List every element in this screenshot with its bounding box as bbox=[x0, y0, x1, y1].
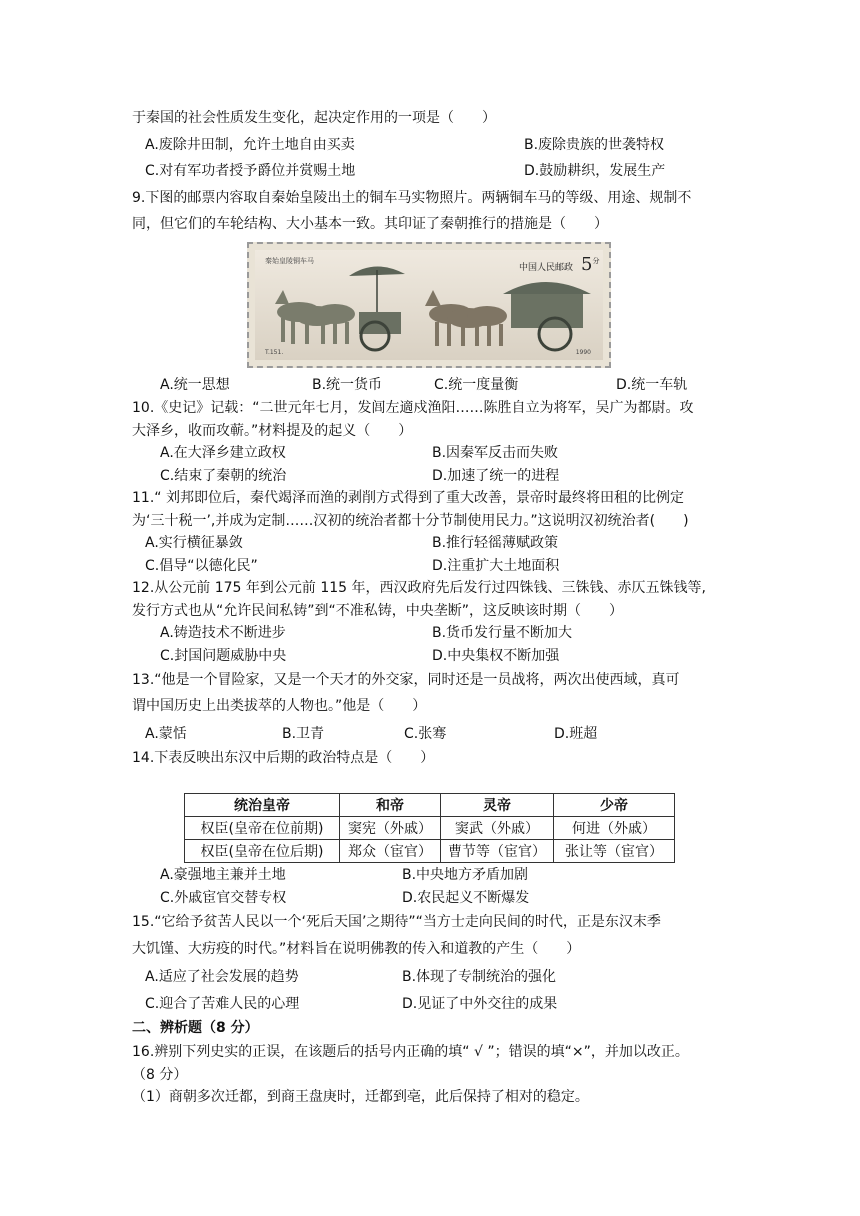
q9-stem-line2: 同，但它们的车轮结构、大小基本一致。其印证了秦朝推行的措施是（ ） bbox=[132, 216, 608, 232]
q11-option-d: D.注重扩大土地面积 bbox=[432, 558, 560, 574]
q10-option-c: C.结束了秦朝的统治 bbox=[160, 468, 287, 484]
q15-option-d: D.见证了中外交往的成果 bbox=[402, 996, 558, 1012]
stamp-year: 1990 bbox=[575, 349, 591, 356]
q12-option-c: C.封国问题威胁中央 bbox=[160, 648, 287, 664]
stamp-caption: 秦始皇陵铜车马 bbox=[265, 257, 314, 265]
q12-stem-line2: 发行方式也从“允许民间私铸”到“不准私铸，中央垄断”，这反映该时期（ ） bbox=[132, 603, 624, 619]
q15-option-a: A.适应了社会发展的趋势 bbox=[145, 969, 299, 985]
q13-option-c: C.张骞 bbox=[404, 726, 447, 742]
q14-option-d: D.农民起义不断爆发 bbox=[402, 890, 530, 906]
q13-option-d: D.班超 bbox=[554, 726, 598, 742]
table-row bbox=[185, 840, 675, 863]
q11-option-a: A.实行横征暴敛 bbox=[145, 535, 243, 551]
q14-option-a: A.豪强地主兼并土地 bbox=[160, 867, 286, 883]
q15-stem-line2: 大饥馑、大疠疫的时代。”材料旨在说明佛教的传入和道教的产生（ ） bbox=[132, 941, 581, 957]
q15-stem-line1: 15.“它给予贫苦人民以一个‘死后天国’之期待”“当方士走向民间的时代，正是东汉末季 bbox=[132, 914, 661, 930]
q9-stem-line1: 9.下图的邮票内容取自秦始皇陵出土的铜车马实物照片。两辆铜车马的等级、用途、规制不 bbox=[132, 190, 692, 206]
q11-option-c: C.倡导“以德化民” bbox=[145, 558, 258, 574]
table-header-cell: 灵帝 bbox=[441, 794, 554, 817]
q11-stem-line2: 为‘三十税一’,并成为定制……汉初的统治者都十分节制使用民力。”这说明汉初统治者( ) bbox=[132, 513, 689, 529]
section-2-title: 二、辨析题（8 分） bbox=[132, 1020, 259, 1036]
stamp-denomination: $5^分$ bbox=[581, 254, 600, 275]
q10-stem-line2: 大泽乡，收而攻蕲。”材料提及的起义（ ） bbox=[132, 423, 413, 439]
q11-option-b: B.推行轻徭薄赋政策 bbox=[432, 535, 559, 551]
q16-stem-line2: （8 分） bbox=[132, 1067, 188, 1083]
table-cell: 权臣(皇帝在位后期) bbox=[185, 840, 340, 863]
q10-option-b: B.因秦军反击而失败 bbox=[432, 445, 559, 461]
q9-option-a: A.统一思想 bbox=[160, 377, 230, 393]
q8-stem-tail: 于秦国的社会性质发生变化，起决定作用的一项是（ ） bbox=[132, 110, 496, 126]
q13-stem-line1: 13.“他是一个冒险家，又是一个天才的外交家，同时还是一员战将，两次出使西域，真可 bbox=[132, 672, 680, 688]
q10-option-d: D.加速了统一的进程 bbox=[432, 468, 560, 484]
q12-option-b: B.货币发行量不断加大 bbox=[432, 625, 573, 641]
bronze-chariot-stamp-image bbox=[247, 242, 611, 368]
q12-stem-line1: 12.从公元前 175 年到公元前 115 年，西汉政府先后发行过四铢钱、三铢钱、赤仄五铢钱等, bbox=[132, 580, 706, 596]
q14-stem: 14.下表反映出东汉中后期的政治特点是（ ） bbox=[132, 750, 435, 766]
table-header-row bbox=[185, 794, 675, 817]
q12-option-d: D.中央集权不断加强 bbox=[432, 648, 560, 664]
q11-stem-line1: 11.“ 刘邦即位后，秦代竭泽而渔的剥削方式得到了重大改善，景帝时最终将田租的比例定 bbox=[132, 490, 684, 506]
q13-option-b: B.卫青 bbox=[282, 726, 325, 742]
q8-option-d: D.鼓励耕织，发展生产 bbox=[524, 163, 666, 179]
q16-stem-line1: 16.辨别下列史实的正误，在该题后的括号内正确的填“ √ ”；错误的填“×”，并加以改正。 bbox=[132, 1044, 689, 1060]
q13-stem-line2: 谓中国历史上出类拔萃的人物也。”他是（ ） bbox=[132, 698, 427, 714]
table-header-cell: 少帝 bbox=[554, 794, 675, 817]
q9-option-c: C.统一度量衡 bbox=[434, 377, 519, 393]
q8-option-b: B.废除贵族的世袭特权 bbox=[524, 137, 665, 153]
table-cell: 权臣(皇帝在位前期) bbox=[185, 817, 340, 840]
table-header-cell: 统治皇帝 bbox=[185, 794, 340, 817]
table-cell: 张让等（宦官） bbox=[554, 840, 675, 863]
q14-option-c: C.外戚宦官交替专权 bbox=[160, 890, 287, 906]
q15-option-b: B.体现了专制统治的强化 bbox=[402, 969, 557, 985]
stamp-serial: T.151. bbox=[265, 349, 284, 356]
table-row bbox=[185, 817, 675, 840]
q10-stem-line1: 10.《史记》记载：“二世元年七月，发闾左適戍渔阳……陈胜自立为将军，吴广为都尉。攻 bbox=[132, 400, 694, 416]
q15-option-c: C.迎合了苦难人民的心理 bbox=[145, 996, 300, 1012]
table-header-cell: 和帝 bbox=[340, 794, 441, 817]
eastern-han-power-table bbox=[184, 793, 675, 863]
stamp-post-label: 中国人民邮政 bbox=[519, 263, 574, 273]
q13-option-a: A.蒙恬 bbox=[145, 726, 187, 742]
table-cell: 曹节等（宦官） bbox=[441, 840, 554, 863]
q8-option-c: C.对有军功者授予爵位并赏赐土地 bbox=[145, 163, 356, 179]
q9-option-d: D.统一车轨 bbox=[616, 377, 688, 393]
q16-item-1: （1）商朝多次迁都，到商王盘庚时，迁都到亳，此后保持了相对的稳定。 bbox=[132, 1089, 589, 1105]
q14-option-b: B.中央地方矛盾加剧 bbox=[402, 867, 529, 883]
q9-option-b: B.统一货币 bbox=[312, 377, 383, 393]
table-cell: 窦宪（外戚） bbox=[340, 817, 441, 840]
table-cell: 何进（外戚） bbox=[554, 817, 675, 840]
q8-option-a: A.废除井田制，允许土地自由买卖 bbox=[145, 137, 355, 153]
q10-option-a: A.在大泽乡建立政权 bbox=[160, 445, 286, 461]
q12-option-a: A.铸造技术不断进步 bbox=[160, 625, 286, 641]
table-cell: 窦武（外戚） bbox=[441, 817, 554, 840]
table-cell: 郑众（宦官） bbox=[340, 840, 441, 863]
